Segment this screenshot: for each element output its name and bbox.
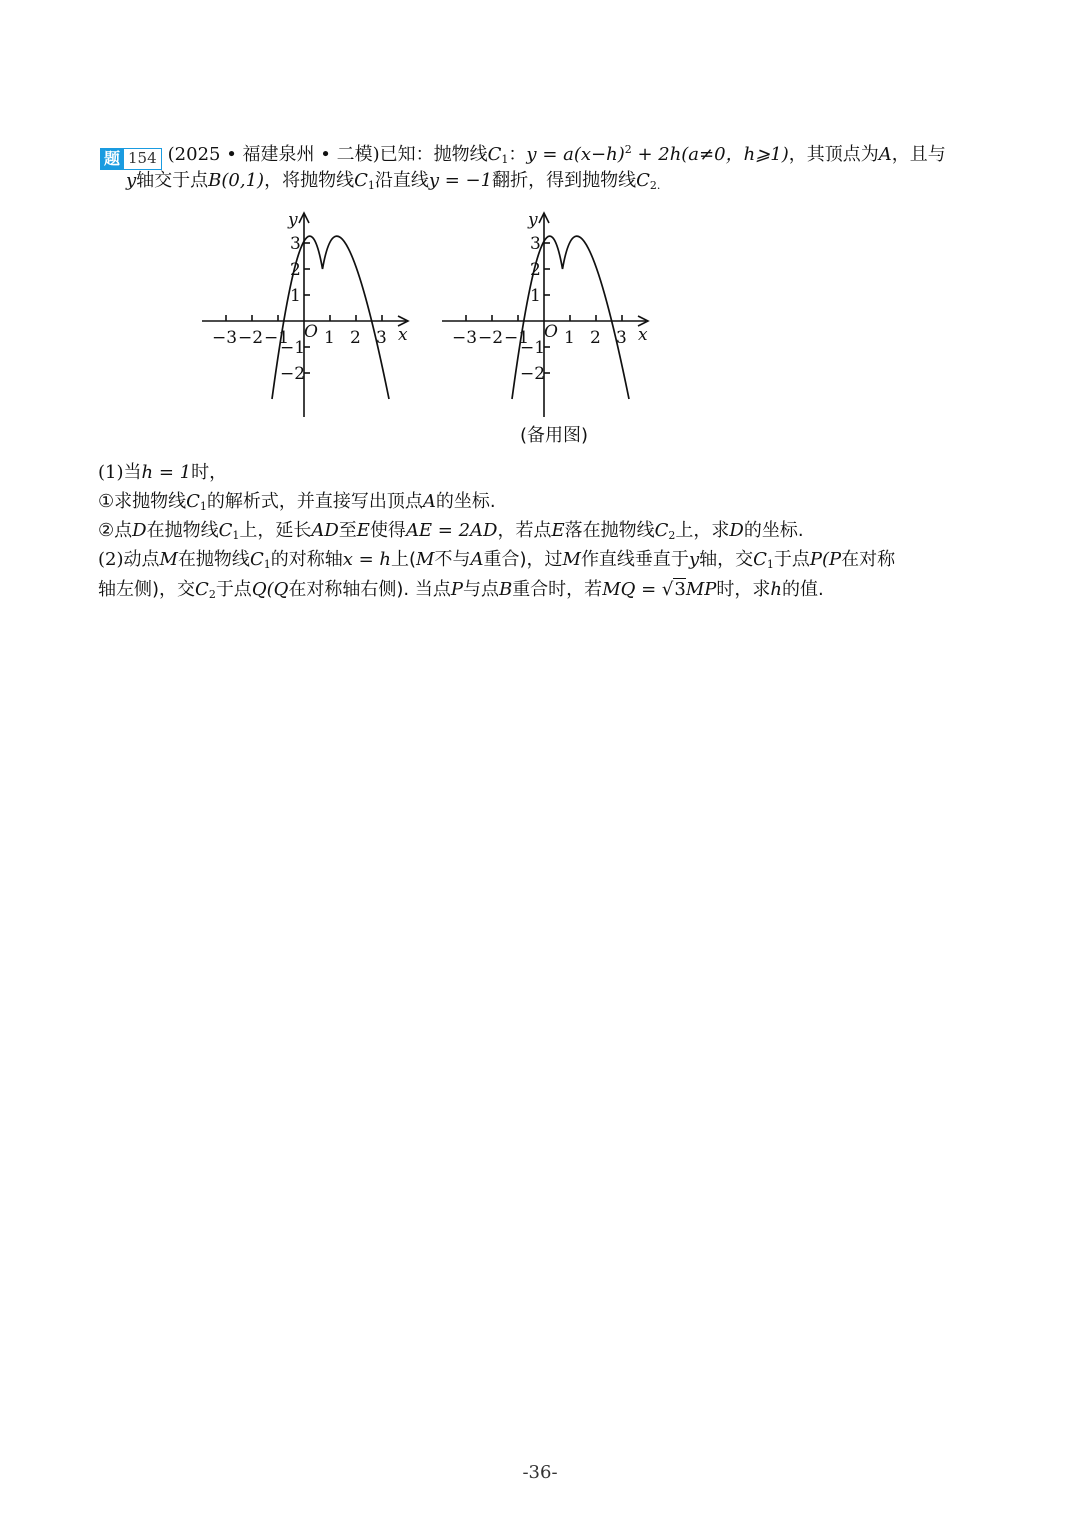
origin-label: O [544,322,558,342]
p3-c2-sub: 2 [208,588,216,601]
p3-text-d: 与点 [462,579,499,600]
x-tick-label: 3 [616,328,627,348]
x-tick-label: 2 [350,328,361,348]
p2-text-b: 动点 [123,549,160,570]
q2-text-b: 在抛物线 [146,520,219,541]
p2-c1: C [249,549,264,570]
c1-label: C [487,144,502,165]
graph-2 [440,205,660,425]
y-tick-label: −1 [280,338,306,358]
p3-P: P [450,579,463,600]
equation-part1: y = a(x−h) [526,144,625,165]
y-tick-label: 3 [290,234,301,254]
q2-text-e: 使得 [369,520,406,541]
q2-text-g: 落在抛物线 [564,520,655,541]
q2-equation: AE = 2AD [405,520,498,541]
p2-text-f: 不与 [434,549,471,570]
y-axis-label: y [528,210,538,230]
q1-A: A [422,491,436,512]
x-tick-label: 1 [564,328,575,348]
p3-text-g: 的值. [781,579,824,600]
p3-B: B [498,579,513,600]
x-tick-label: −2 [478,328,504,348]
p3-sqrt-radicand: 3 [674,579,686,600]
y-tick-label: −1 [520,338,546,358]
c1-sub: 1 [501,153,509,166]
problem-badge [100,148,162,170]
x-axis-label: x [398,325,408,345]
q2-text-f: ，若点 [497,520,552,541]
q1-c1: C [186,491,200,512]
p2-c1b-sub: 1 [766,558,774,571]
p2-c1-sub: 1 [263,558,271,571]
p3-text-f: 时，求 [716,579,771,600]
p3-MP: MP [685,579,717,600]
q1-text-b: 的解析式，并直接写出顶点 [206,491,423,512]
p2-c1b: C [753,549,767,570]
problem-source: (2025 • 福建泉州 • 二模) [167,144,380,165]
x-tick-label: 1 [324,328,335,348]
p2-text-i: 轴，交 [699,549,754,570]
equation-sup: 2 [624,143,632,156]
p2-M2: M [416,549,435,570]
y-tick-label: −2 [520,364,546,384]
graph-1 [200,205,420,425]
vertex-A: A [878,144,892,165]
y-var: y [126,170,137,191]
y-tick-label: 2 [530,260,541,280]
equation-part2: + 2h(a≠0，h⩾1) [631,144,789,165]
problem-line-2 [126,169,660,198]
q2-text-c: 上，延长 [239,520,312,541]
x-tick-label: −3 [212,328,238,348]
line2-c1: C [354,170,368,191]
page-number: -36- [522,1462,558,1483]
p2-text-h: 作直线垂直于 [580,549,689,570]
p2-text-d: 的对称轴 [270,549,343,570]
colon: ： [508,144,527,165]
q2-c2-sub: 2 [668,529,676,542]
line2-c2: C [636,170,650,191]
part1-when: 当 [123,462,142,483]
vertex-text: ，其顶点为 [788,144,879,165]
p2-text-c: 在抛物线 [177,549,250,570]
x-tick-label: −1 [264,328,290,348]
and-with: ，且与 [891,144,946,165]
p3-text-c: 在对称轴右侧). 当点 [288,579,451,600]
part1-number: (1) [98,462,124,483]
q2-E2: E [551,520,565,541]
x-tick-label: −3 [452,328,478,348]
part1-heading [98,461,227,485]
y-tick-label: 1 [290,286,301,306]
q2-text-h: 上，求 [675,520,730,541]
y-tick-label: −2 [280,364,306,384]
p2-text-g: 重合)，过 [483,549,563,570]
p3-text-a: 轴左侧)，交 [98,579,196,600]
subquestion-2 [98,519,804,548]
p3-h: h [770,579,782,600]
q2-c2: C [654,520,669,541]
part1-condition: h = 1 [141,462,192,483]
p3-text-e: 重合时，若 [512,579,603,600]
origin-label: O [304,322,318,342]
p2-text-k: 在对称 [841,549,896,570]
intro-text: 已知：抛物线 [379,144,488,165]
p3-Q: Q(Q [251,579,289,600]
y-axis-label: y [288,210,298,230]
p2-text-j: 于点 [773,549,810,570]
x-tick-label: 2 [590,328,601,348]
graph-caption: (备用图) [520,425,589,446]
q2-text-a: ②点 [98,520,133,541]
q2-D2: D [729,520,744,541]
q2-c1: C [218,520,233,541]
badge-tag: 题 [100,148,124,170]
line2-eq: y = −1 [428,170,493,191]
p2-A: A [470,549,484,570]
badge-number: 154 [124,148,162,170]
p2-text-e: 上( [391,549,417,570]
x-tick-label: 3 [376,328,387,348]
line2-text2: ，将抛物线 [264,170,355,191]
q2-text-d: 至 [338,520,357,541]
q2-AD: AD [311,520,339,541]
y-tick-label: 2 [290,260,301,280]
p3-MQ: MQ = √ [602,579,674,600]
point-B: B(0,1) [208,170,265,191]
line2-text4: 翻折，得到抛物线 [492,170,637,191]
q2-c1-sub: 1 [232,529,240,542]
x-tick-label: −1 [504,328,530,348]
line2-text3: 沿直线 [374,170,429,191]
subquestion-1 [98,490,496,519]
problem-line-1 [100,138,946,172]
y-tick-label: 3 [530,234,541,254]
q1-text-c: 的坐标. [435,491,496,512]
x-tick-label: −2 [238,328,264,348]
y-tick-label: 1 [530,286,541,306]
p2-P: P(P [809,549,842,570]
q2-D: D [132,520,147,541]
p3-c2: C [195,579,209,600]
part2-number: (2) [98,549,124,570]
q2-text-i: 的坐标. [743,520,804,541]
p3-text-b: 于点 [215,579,252,600]
part2-line-1 [98,548,895,577]
line2-c2-sub: 2. [649,179,661,192]
q1-c1-sub: 1 [199,500,207,513]
p2-M3: M [562,549,581,570]
q2-E: E [356,520,370,541]
part2-line-2 [98,578,824,607]
line2-text1: 轴交于点 [136,170,209,191]
p2-y: y [688,549,700,570]
x-axis-label: x [638,325,648,345]
line2-c1-sub: 1 [367,179,375,192]
p2-M: M [159,549,178,570]
part1-suffix: 时， [191,462,228,483]
q1-text-a: ①求抛物线 [98,491,187,512]
p2-axis-eq: x = h [342,549,391,570]
